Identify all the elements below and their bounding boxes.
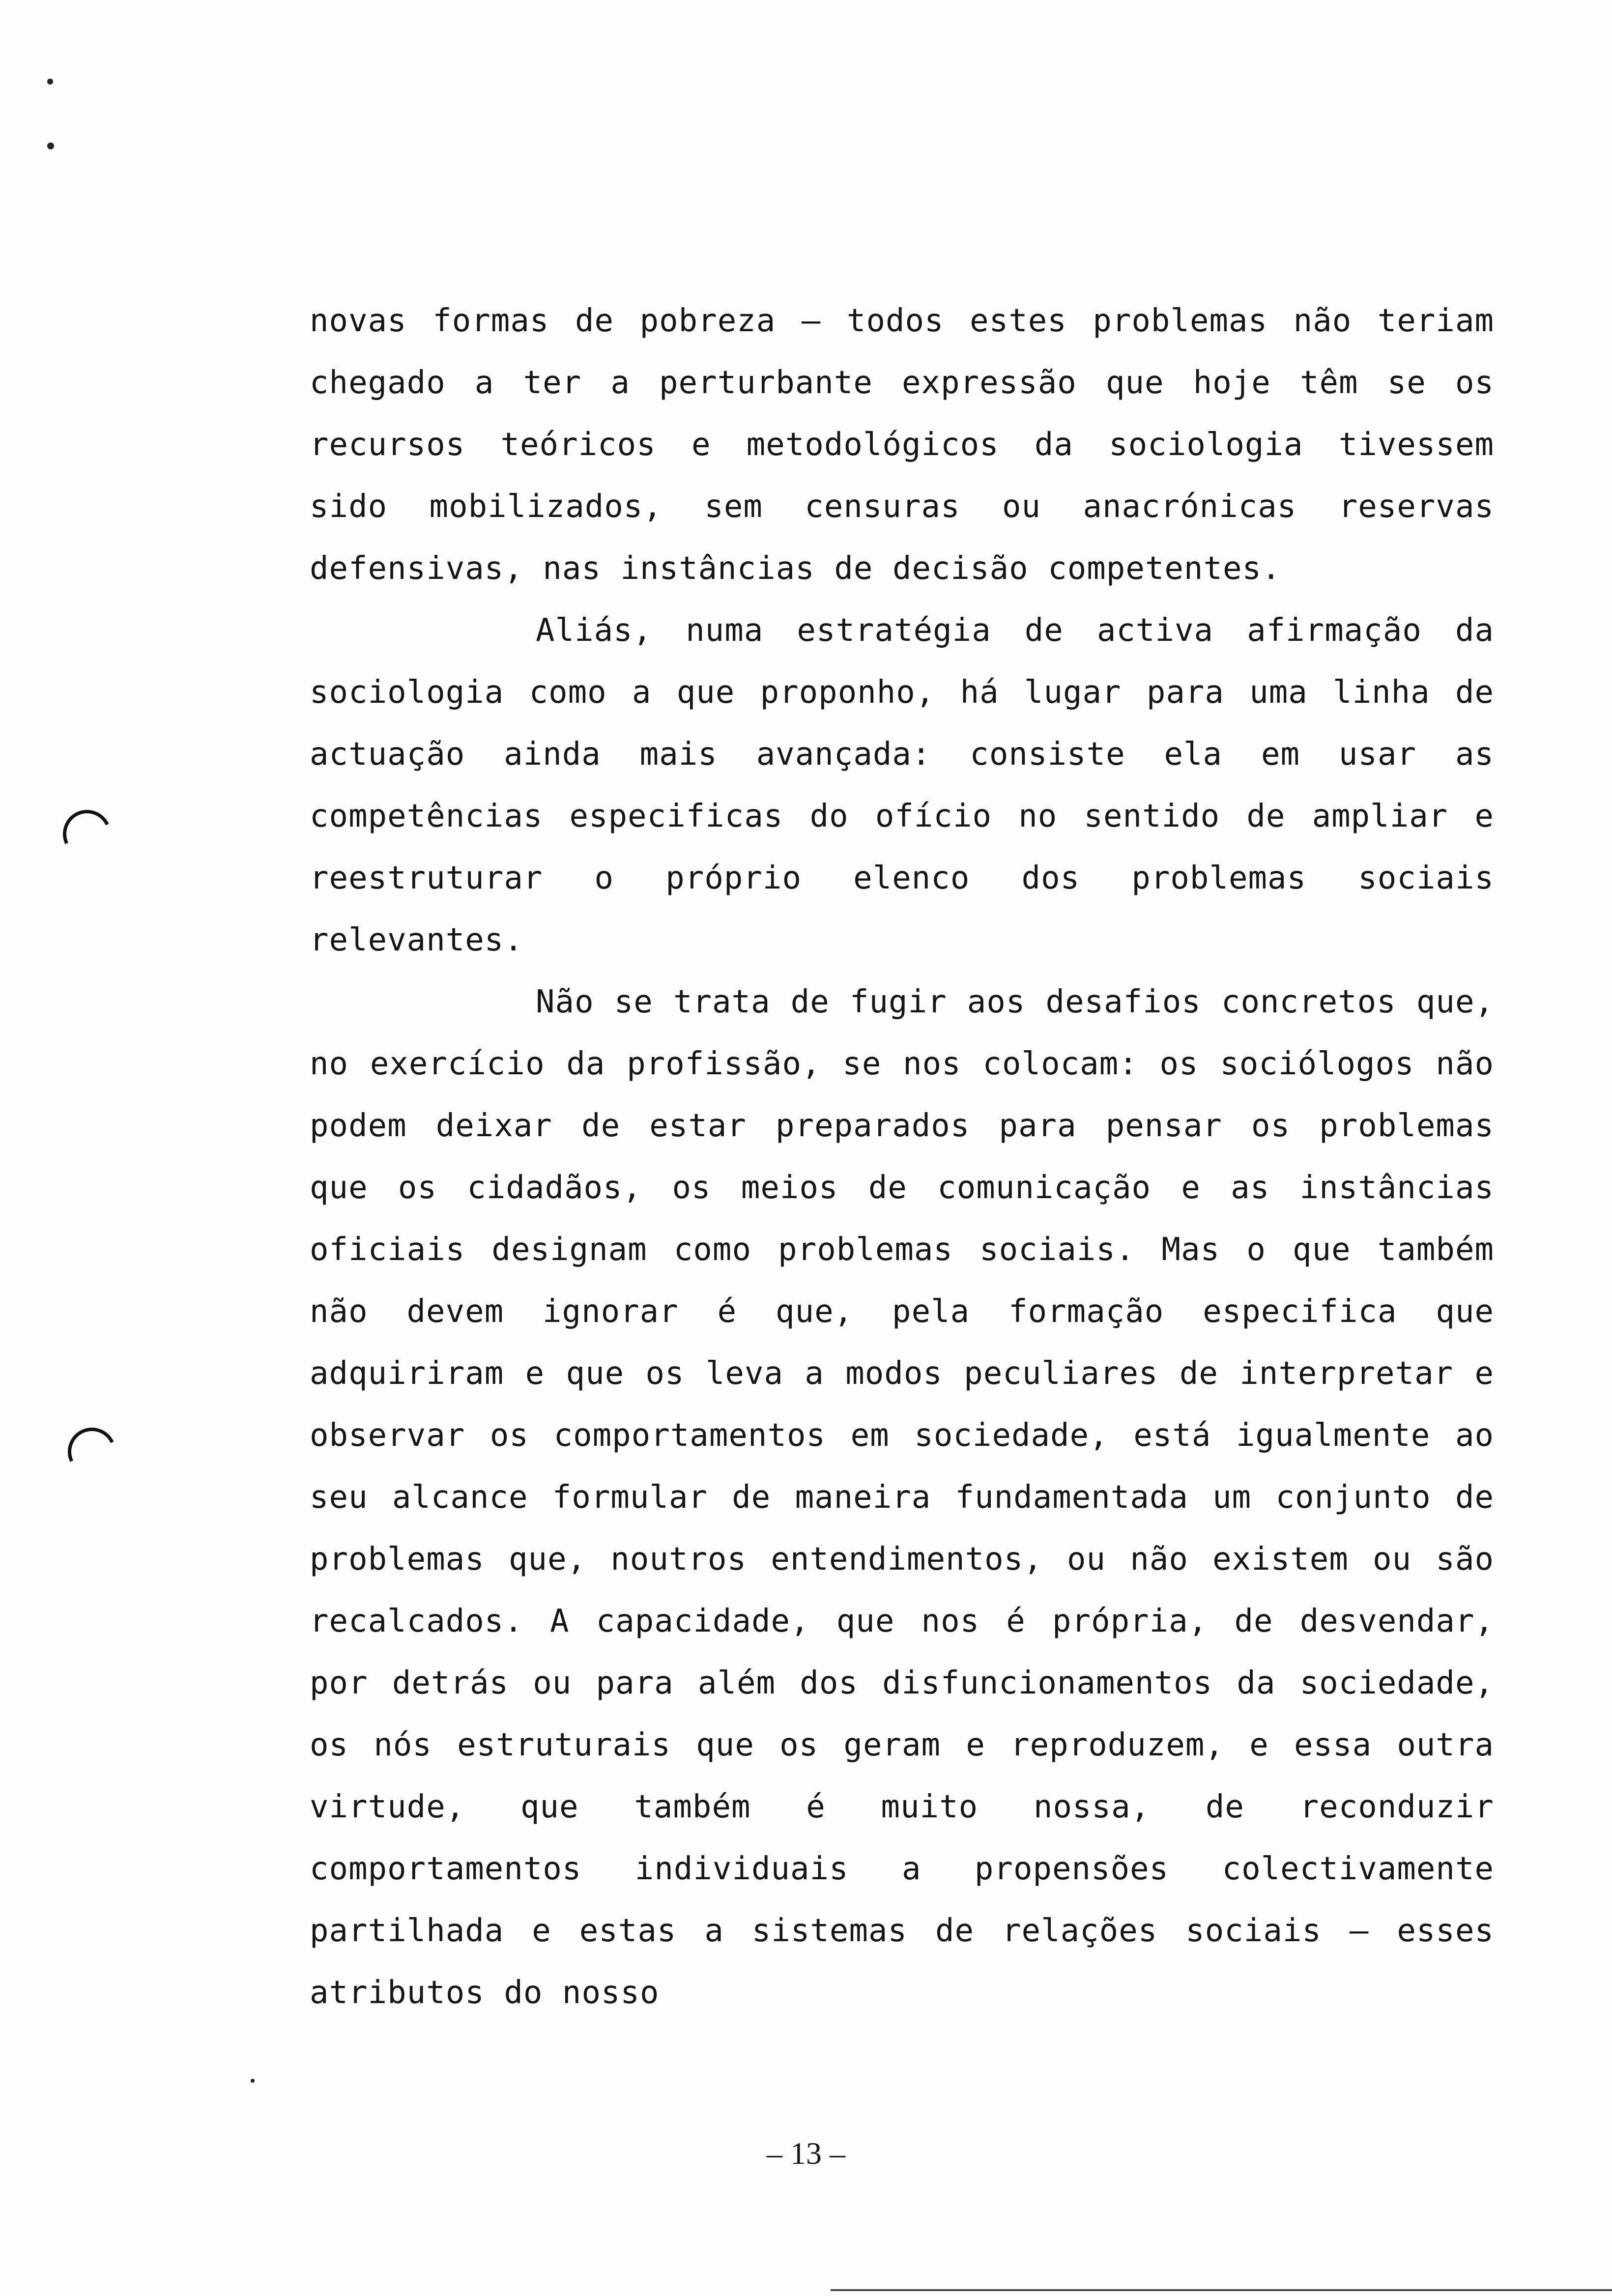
scan-speck xyxy=(251,2079,255,2083)
scan-edge-line xyxy=(831,2289,1612,2291)
scan-speck xyxy=(47,143,54,149)
paragraph-3: Não se trata de fugir aos desafios concretos que, no exercício da profissão, se nos colocam: os sociólogos não podem deixar de estar preparados para pensar os problemas que os cidadãos, os meios de comunicação e as instâncias oficiais designam como problemas sociais. Mas o que também não devem ignorar é que, pela formação especifica que adquiriram e que os leva a modos peculiares de interpretar e observar os comportamentos em sociedade, está igualmente ao seu alcance formular de maneira fundamentada um conjunto de problemas que, noutros entendimentos, ou não existem ou são recalcados. A capacidade, que nos é própria, de desvendar, por detrás ou para além dos disfuncionamentos da sociedade, os nós estruturais que os geram e reproduzem, e essa outra virtude, que também é muito nossa, de reconduzir comportamentos individuais a propensões colectivamente partilhada e estas a sistemas de relações sociais — esses atributos do nosso xyxy=(310,984,1494,2011)
paragraph-1: novas formas de pobreza — todos estes problemas não teriam chegado a ter a perturbante expressão que hoje têm se os recursos teóricos e metodológicos da sociologia tivessem sido mobilizados, sem censuras ou anacrónicas reservas defensivas, nas instâncias de decisão competentes. xyxy=(310,303,1494,587)
scan-speck xyxy=(47,79,53,85)
page-number: – 13 – xyxy=(767,2136,845,2171)
binder-hole-mark xyxy=(56,803,118,865)
body-text xyxy=(310,290,1494,2024)
paragraph-2: Aliás, numa estratégia de activa afirmação da sociologia como a que proponho, há lugar para uma linha de actuação ainda mais avançada: consiste ela em usar as competências especificas do ofício no sentido de ampliar e reestruturar o próprio elenco dos problemas sociais relevantes. xyxy=(310,612,1494,958)
binder-hole-mark xyxy=(61,1421,123,1483)
